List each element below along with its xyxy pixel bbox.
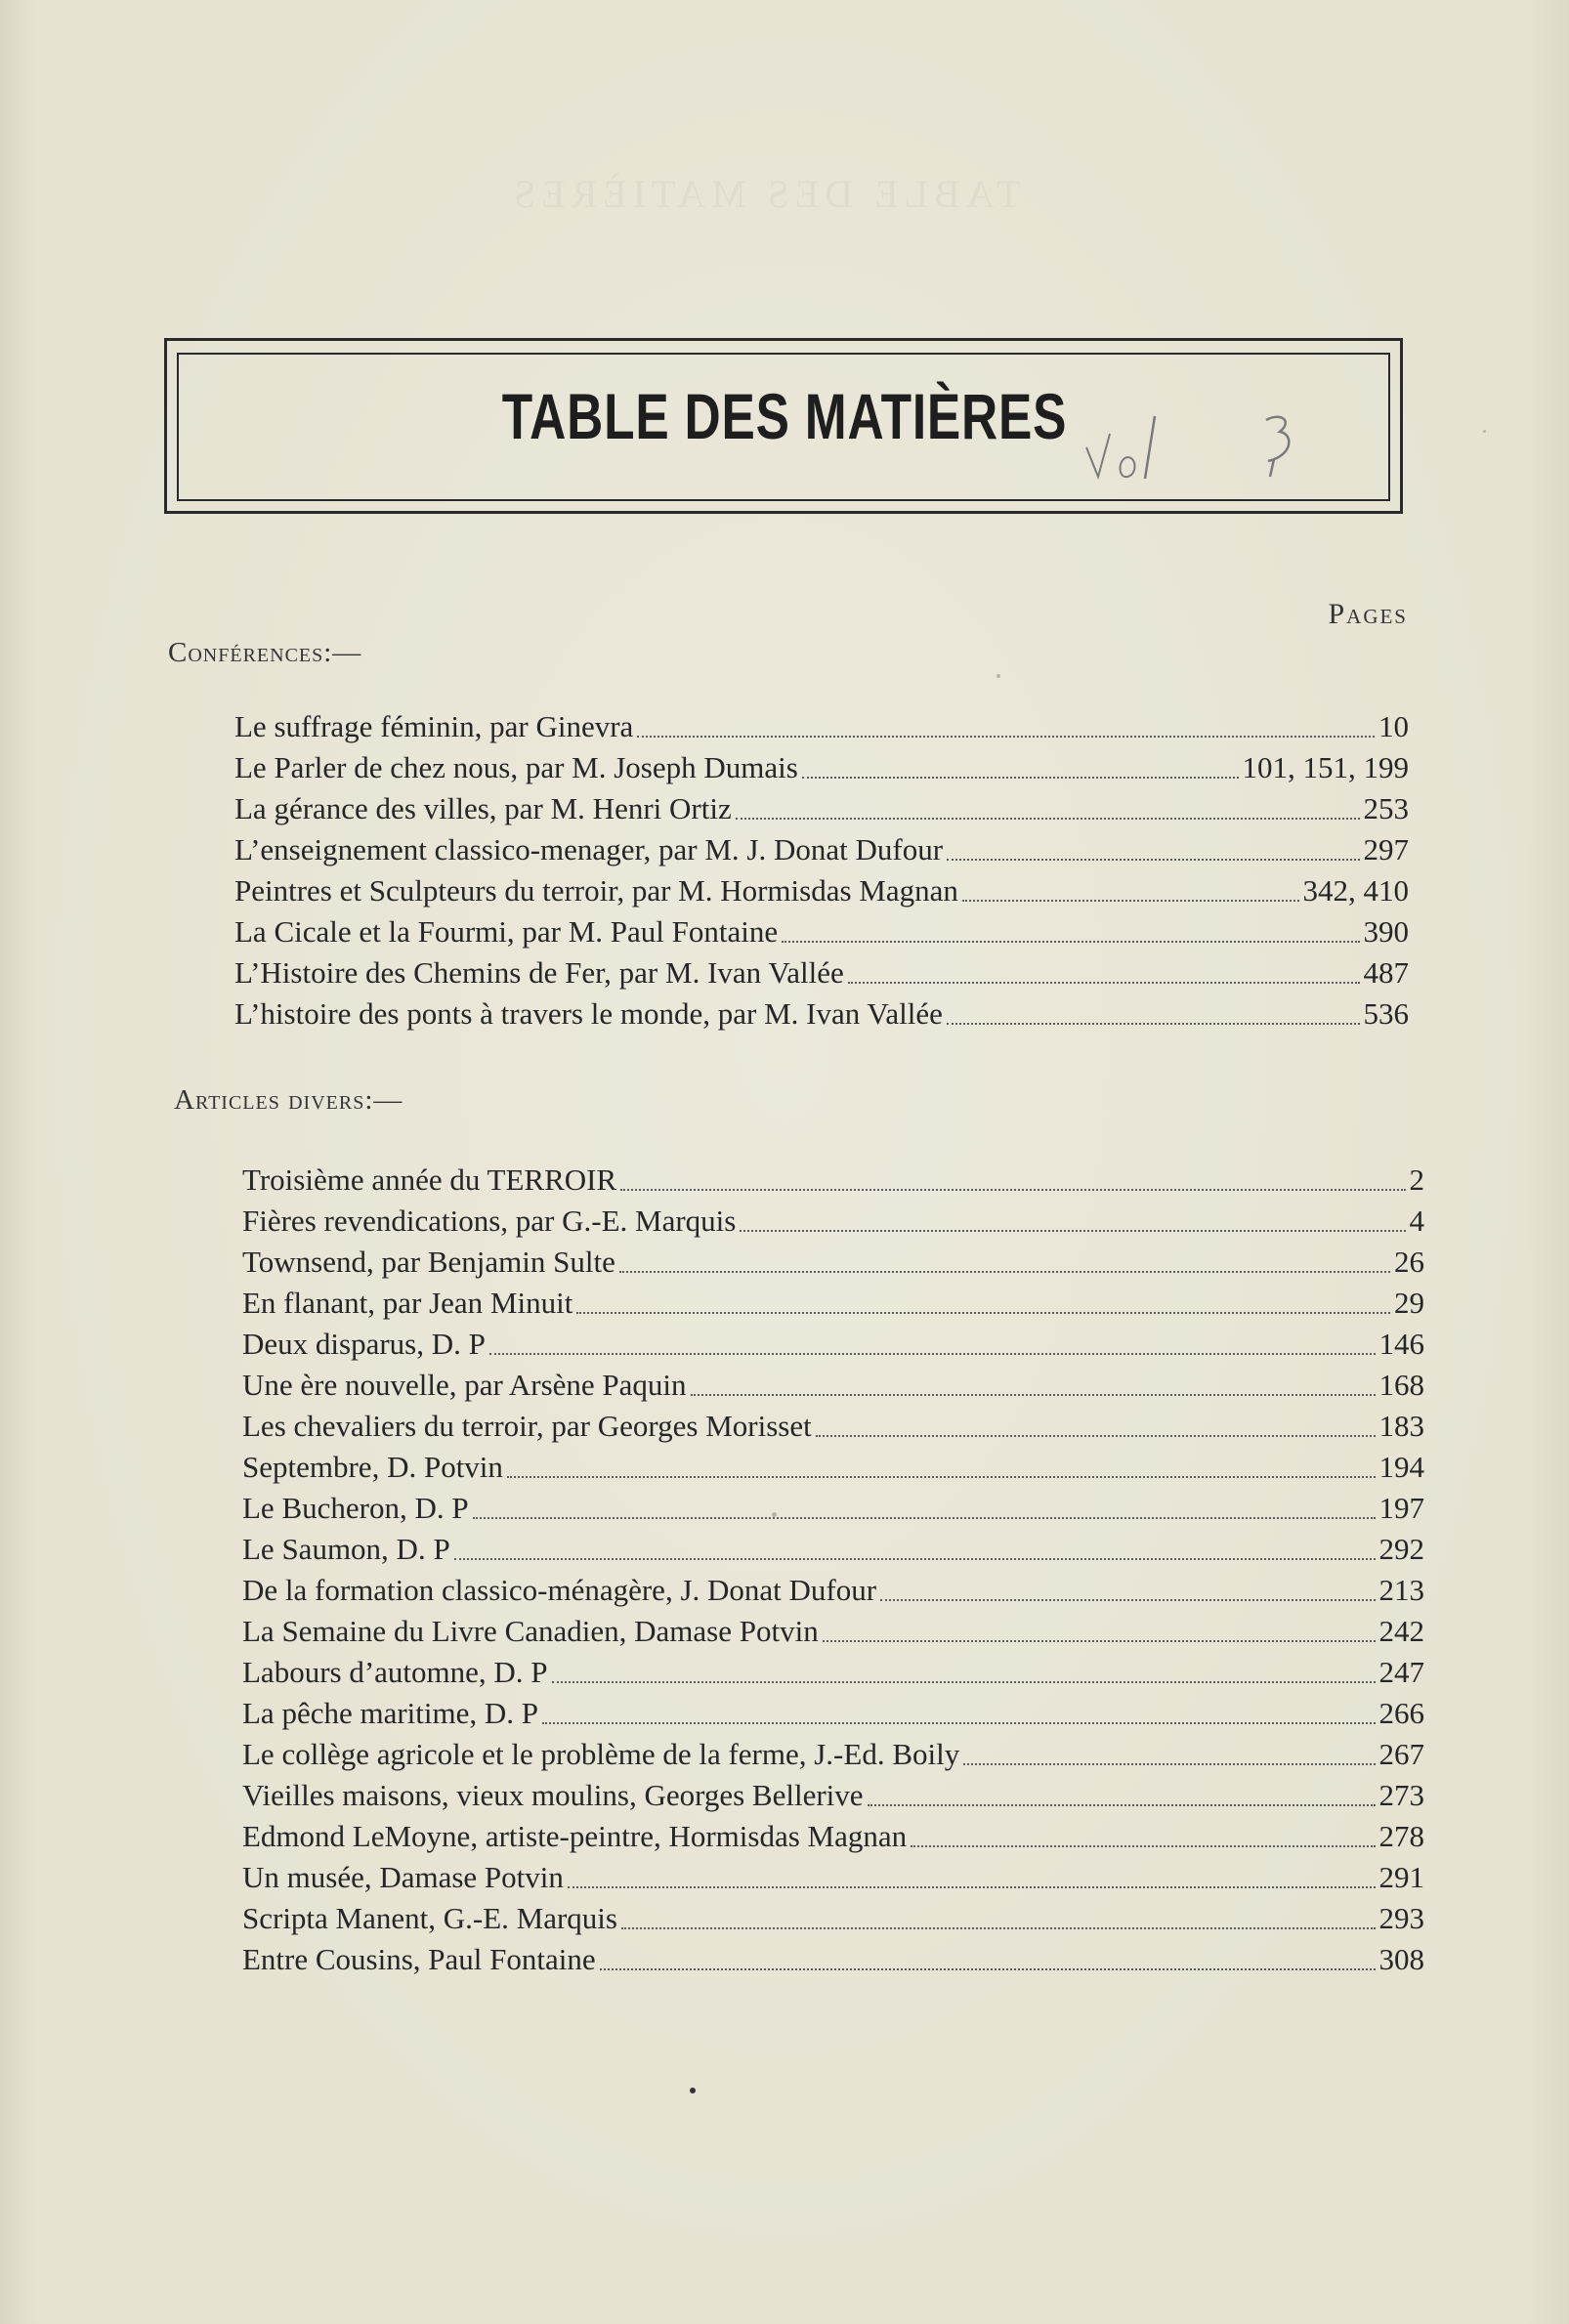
page-title: TABLE DES MATIÈRES xyxy=(501,380,1068,452)
toc-entry-title: L’enseignement classico-menager, par M. J. Donat Dufour xyxy=(234,832,944,866)
toc-entry-pages: 183 xyxy=(1378,1409,1424,1443)
dot-leader xyxy=(880,1599,1375,1601)
toc-entry-pages: 101, 151, 199 xyxy=(1242,750,1409,784)
toc-entry-pages: 291 xyxy=(1378,1860,1424,1894)
dot-leader xyxy=(507,1476,1376,1478)
dot-leader xyxy=(552,1681,1376,1683)
dot-leader xyxy=(823,1640,1376,1642)
toc-entry xyxy=(242,1734,1424,1775)
toc-entry-pages: 267 xyxy=(1378,1737,1424,1771)
toc-entry-pages: 253 xyxy=(1363,791,1409,825)
toc-entry-pages: 293 xyxy=(1378,1901,1424,1935)
dot-leader xyxy=(802,777,1239,779)
toc-entry xyxy=(242,1283,1424,1324)
toc-entry-pages: 242 xyxy=(1378,1614,1424,1648)
toc-entry-title: Townsend, par Benjamin Sulte xyxy=(242,1245,615,1279)
toc-entry-title: La Cicale et la Fourmi, par M. Paul Fontaine xyxy=(234,914,779,949)
dot-leader xyxy=(947,1023,1360,1025)
toc-entry xyxy=(242,1529,1424,1570)
toc-entry-title: Septembre, D. Potvin xyxy=(242,1450,503,1484)
toc-entry xyxy=(242,1611,1424,1652)
toc-entry xyxy=(242,1365,1424,1406)
dot-leader xyxy=(848,982,1360,984)
toc-entry-title: Entre Cousins, Paul Fontaine xyxy=(242,1942,596,1976)
dot-leader xyxy=(621,1927,1376,1929)
toc-entry-pages: 536 xyxy=(1363,996,1409,1031)
toc-entry-pages: 146 xyxy=(1378,1327,1424,1361)
toc-entry xyxy=(242,1447,1424,1488)
toc-entry xyxy=(242,1939,1424,1980)
toc-entry xyxy=(242,1488,1424,1529)
dot-leader xyxy=(868,1804,1376,1806)
toc-entry-pages: 342, 410 xyxy=(1302,873,1409,908)
toc-entry-pages: 292 xyxy=(1378,1532,1424,1566)
toc-entry-title: La pêche maritime, D. P xyxy=(242,1696,539,1730)
dot-leader xyxy=(542,1722,1375,1724)
dot-leader xyxy=(816,1435,1376,1437)
section-heading-articles: Articles divers:— xyxy=(174,1084,403,1116)
toc-entry xyxy=(234,706,1409,747)
handwritten-volume-note xyxy=(1084,408,1309,486)
toc-entry xyxy=(242,1693,1424,1734)
ink-dot xyxy=(690,2088,696,2093)
toc-entry-title: Le collège agricole et le problème de la ferme, J.-Ed. Boily xyxy=(242,1737,960,1771)
dot-leader xyxy=(600,1968,1376,1970)
toc-entry xyxy=(242,1406,1424,1447)
toc-entry-title: Fières revendications, par G.-E. Marquis xyxy=(242,1204,737,1238)
dot-leader xyxy=(911,1845,1375,1847)
pages-column-heading: Pages xyxy=(1328,598,1408,630)
toc-entry-pages: 10 xyxy=(1378,709,1409,743)
toc-entry-pages: 247 xyxy=(1378,1655,1424,1689)
toc-entry-pages: 213 xyxy=(1378,1573,1424,1607)
toc-entry-pages: 168 xyxy=(1378,1368,1424,1402)
toc-list-conferences xyxy=(234,706,1409,1035)
toc-entry xyxy=(242,1816,1424,1857)
dot-leader xyxy=(947,859,1359,861)
toc-entry-pages: 273 xyxy=(1378,1778,1424,1812)
toc-entry-title: Le Parler de chez nous, par M. Joseph Dumais xyxy=(234,750,798,784)
toc-entry xyxy=(242,1570,1424,1611)
toc-entry xyxy=(242,1652,1424,1693)
dot-leader xyxy=(736,818,1360,820)
dot-leader xyxy=(619,1271,1390,1273)
dot-leader xyxy=(576,1312,1390,1314)
toc-entry xyxy=(234,911,1409,952)
dot-leader xyxy=(740,1230,1405,1232)
toc-entry xyxy=(234,788,1409,829)
toc-entry-title: Peintres et Sculpteurs du terroir, par M. Hormisdas Magnan xyxy=(234,873,958,908)
toc-entry xyxy=(234,952,1409,993)
toc-entry xyxy=(242,1775,1424,1816)
toc-entry-title: L’histoire des ponts à travers le monde, par M. Ivan Vallée xyxy=(234,996,943,1031)
toc-entry xyxy=(242,1857,1424,1898)
toc-entry-pages: 197 xyxy=(1378,1491,1424,1525)
toc-entry-pages: 4 xyxy=(1409,1204,1424,1238)
toc-entry-title: En flanant, par Jean Minuit xyxy=(242,1286,573,1320)
toc-entry xyxy=(242,1160,1424,1201)
toc-entry xyxy=(234,829,1409,870)
toc-entry-title: Edmond LeMoyne, artiste-peintre, Hormisdas Magnan xyxy=(242,1819,908,1853)
toc-entry-title: De la formation classico-ménagère, J. Donat Dufour xyxy=(242,1573,877,1607)
toc-entry-title: Labours d’automne, D. P xyxy=(242,1655,548,1689)
toc-entry-pages: 390 xyxy=(1363,914,1409,949)
toc-entry-title: Un musée, Damase Potvin xyxy=(242,1860,564,1894)
toc-entry-title: La Semaine du Livre Canadien, Damase Potvin xyxy=(242,1614,819,1648)
toc-entry-title: Vieilles maisons, vieux moulins, Georges Bellerive xyxy=(242,1778,864,1812)
toc-entry-pages: 487 xyxy=(1363,955,1409,990)
toc-entry-title: L’Histoire des Chemins de Fer, par M. Ivan Vallée xyxy=(234,955,844,990)
dot-leader xyxy=(962,900,1299,902)
toc-entry-pages: 2 xyxy=(1409,1162,1424,1197)
toc-entry-title: Le Bucheron, D. P xyxy=(242,1491,469,1525)
toc-entry-pages: 266 xyxy=(1378,1696,1424,1730)
toc-entry-title: Troisième année du TERROIR xyxy=(242,1162,617,1197)
dot-leader xyxy=(568,1886,1376,1888)
toc-list-articles xyxy=(242,1160,1424,1980)
toc-entry-pages: 194 xyxy=(1378,1450,1424,1484)
dot-leader xyxy=(963,1763,1375,1765)
toc-entry xyxy=(234,993,1409,1035)
toc-entry xyxy=(242,1898,1424,1939)
toc-entry xyxy=(234,870,1409,911)
toc-entry-pages: 297 xyxy=(1363,832,1409,866)
toc-entry-title: Le suffrage féminin, par Ginevra xyxy=(234,709,634,743)
toc-entry xyxy=(242,1242,1424,1283)
toc-entry-pages: 278 xyxy=(1378,1819,1424,1853)
dot-leader xyxy=(489,1353,1376,1355)
toc-entry-title: La gérance des villes, par M. Henri Ortiz xyxy=(234,791,732,825)
toc-entry-pages: 26 xyxy=(1394,1245,1424,1279)
toc-entry xyxy=(242,1324,1424,1365)
toc-entry-title: Les chevaliers du terroir, par Georges Morisset xyxy=(242,1409,812,1443)
toc-entry-title: Une ère nouvelle, par Arsène Paquin xyxy=(242,1368,687,1402)
toc-entry xyxy=(234,747,1409,788)
toc-entry-pages: 308 xyxy=(1378,1942,1424,1976)
toc-entry xyxy=(242,1201,1424,1242)
paper-speck xyxy=(997,674,1000,678)
dot-leader xyxy=(782,941,1359,943)
dot-leader xyxy=(637,736,1375,738)
toc-entry-title: Scripta Manent, G.-E. Marquis xyxy=(242,1901,617,1935)
section-heading-conferences: Conférences:— xyxy=(168,637,362,668)
dot-leader xyxy=(691,1394,1376,1396)
dot-leader xyxy=(454,1558,1376,1560)
paper-speck xyxy=(772,1512,777,1517)
dot-leader xyxy=(620,1189,1405,1191)
toc-entry-title: Deux disparus, D. P xyxy=(242,1327,486,1361)
bleed-through-text: TABLE DES MATIÈRES xyxy=(508,172,1021,216)
paper-speck xyxy=(1483,430,1486,433)
toc-entry-pages: 29 xyxy=(1394,1286,1424,1320)
dot-leader xyxy=(473,1517,1376,1519)
toc-entry-title: Le Saumon, D. P xyxy=(242,1532,450,1566)
